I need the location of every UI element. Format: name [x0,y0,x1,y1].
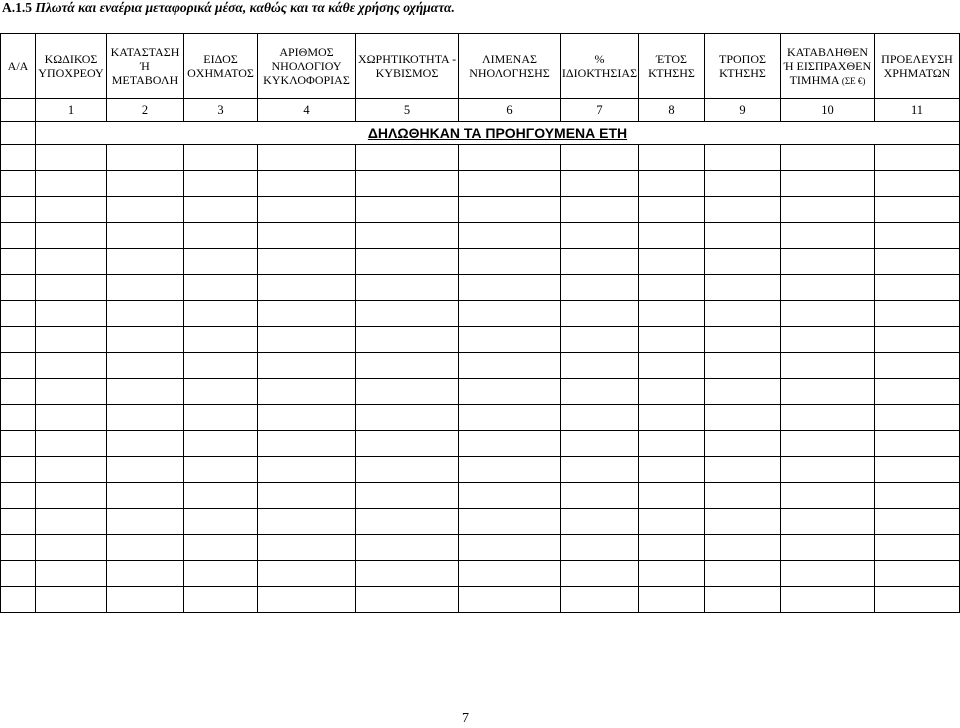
table-cell[interactable] [36,353,107,379]
table-cell[interactable] [36,197,107,223]
table-cell[interactable] [561,223,639,249]
section-title: Πλωτά και εναέρια μεταφορικά μέσα, καθώς και τα κάθε χρήσης οχήματα. [35,0,455,15]
column-number: 8 [639,99,705,122]
table-cell[interactable] [258,379,356,405]
header-cell: ΤΡΟΠΟΣ ΚΤΗΣΗΣ [705,34,781,99]
table-cell[interactable] [561,353,639,379]
table-cell[interactable] [258,483,356,509]
header-cell: Α/Α [1,34,36,99]
table-cell[interactable] [781,405,875,431]
table-cell[interactable] [36,457,107,483]
table-cell[interactable] [356,275,459,301]
table-cell[interactable] [639,379,705,405]
table-cell[interactable] [258,353,356,379]
table-cell[interactable] [1,171,36,197]
table-cell[interactable] [561,275,639,301]
table-cell[interactable] [781,223,875,249]
table-cell[interactable] [36,535,107,561]
table-cell[interactable] [184,483,258,509]
table-cell[interactable] [639,301,705,327]
table-cell[interactable] [639,535,705,561]
header-cell: ΠΡΟΕΛΕΥΣΗ ΧΡΗΜΑΤΩΝ [875,34,960,99]
table-cell[interactable] [1,587,36,613]
table-cell[interactable] [781,587,875,613]
table-cell[interactable] [1,561,36,587]
table-cell[interactable] [781,301,875,327]
table-cell[interactable] [561,301,639,327]
table-cell[interactable] [356,535,459,561]
table-cell[interactable] [1,483,36,509]
table-cell[interactable] [107,145,184,171]
table-cell[interactable] [36,587,107,613]
table-row [1,535,960,561]
table-cell[interactable] [356,327,459,353]
table-cell[interactable] [639,353,705,379]
table-cell[interactable] [705,301,781,327]
table-cell[interactable] [459,353,561,379]
table-cell[interactable] [107,561,184,587]
table-cell[interactable] [184,379,258,405]
table-cell[interactable] [356,457,459,483]
table-cell[interactable] [1,431,36,457]
declared-row-index-cell [1,122,36,145]
table-cell[interactable] [639,457,705,483]
header-cell: ΑΡΙΘΜΟΣ ΝΗΟΛΟΓΙΟΥ ΚΥΚΛΟΦΟΡΙΑΣ [258,34,356,99]
table-cell[interactable] [258,145,356,171]
table-cell[interactable] [356,197,459,223]
table-cell[interactable] [184,561,258,587]
table-cell[interactable] [561,327,639,353]
table-cell[interactable] [459,535,561,561]
table-cell[interactable] [561,535,639,561]
table-cell[interactable] [459,457,561,483]
table-cell[interactable] [258,197,356,223]
table-cell[interactable] [781,431,875,457]
table-cell[interactable] [107,431,184,457]
table-cell[interactable] [107,535,184,561]
table-cell[interactable] [705,561,781,587]
table-cell[interactable] [875,301,960,327]
table-row [1,171,960,197]
table-cell[interactable] [1,379,36,405]
header-cell: % ΙΔΙΟΚΤΗΣΙΑΣ [561,34,639,99]
table-cell[interactable] [107,483,184,509]
table-cell[interactable] [875,535,960,561]
table-row [1,275,960,301]
table-cell[interactable] [459,145,561,171]
table-cell[interactable] [639,431,705,457]
table-cell[interactable] [781,145,875,171]
table-cell[interactable] [639,561,705,587]
table-cell[interactable] [36,145,107,171]
table-cell[interactable] [1,405,36,431]
table-cell[interactable] [561,587,639,613]
table-cell[interactable] [459,379,561,405]
declared-row-label: ΔΗΛΩΘΗΚΑΝ ΤΑ ΠΡΟΗΓΟΥΜΕΝΑ ΕΤΗ [367,124,628,141]
table-cell[interactable] [705,483,781,509]
table-cell[interactable] [107,223,184,249]
table-row [1,457,960,483]
table-cell[interactable] [107,457,184,483]
table-cell[interactable] [705,275,781,301]
table-cell[interactable] [184,509,258,535]
table-cell[interactable] [561,171,639,197]
table-cell[interactable] [356,483,459,509]
table-cell[interactable] [107,509,184,535]
table-cell[interactable] [639,483,705,509]
table-cell[interactable] [1,353,36,379]
table-cell[interactable] [459,223,561,249]
table-row [1,145,960,171]
table-cell[interactable] [875,561,960,587]
table-cell[interactable] [875,483,960,509]
table-cell[interactable] [781,483,875,509]
table-row [1,431,960,457]
table-cell[interactable] [356,353,459,379]
table-cell[interactable] [258,249,356,275]
table-cell[interactable] [875,431,960,457]
table-cell[interactable] [107,405,184,431]
table-row [1,509,960,535]
table-cell[interactable] [705,457,781,483]
table-cell[interactable] [875,405,960,431]
table-cell[interactable] [705,171,781,197]
table-cell[interactable] [184,405,258,431]
table-cell[interactable] [639,275,705,301]
column-number: 3 [184,99,258,122]
table-cell[interactable] [36,301,107,327]
table-cell[interactable] [459,431,561,457]
table-cell[interactable] [107,171,184,197]
table-cell[interactable] [875,457,960,483]
table-cell[interactable] [356,223,459,249]
column-number: 4 [258,99,356,122]
table-cell[interactable] [561,561,639,587]
table-cell[interactable] [184,145,258,171]
table-cell[interactable] [781,197,875,223]
table-cell[interactable] [459,275,561,301]
table-cell[interactable] [36,483,107,509]
table-cell[interactable] [258,405,356,431]
column-number: 1 [36,99,107,122]
table-cell[interactable] [258,301,356,327]
table-cell[interactable] [639,249,705,275]
table-cell[interactable] [875,587,960,613]
table-cell[interactable] [184,275,258,301]
table-cell[interactable] [705,145,781,171]
table-cell[interactable] [705,223,781,249]
table-cell[interactable] [459,561,561,587]
table-cell[interactable] [705,405,781,431]
table-cell[interactable] [1,509,36,535]
table-cell[interactable] [36,431,107,457]
page-number: 7 [462,711,469,726]
header-cell: ΛΙΜΕΝΑΣ ΝΗΟΛΟΓΗΣΗΣ [459,34,561,99]
column-number: 11 [875,99,960,122]
table-cell[interactable] [781,561,875,587]
table-row [1,405,960,431]
table-cell[interactable] [356,249,459,275]
table-cell[interactable] [107,275,184,301]
table-cell[interactable] [107,353,184,379]
table-cell[interactable] [561,509,639,535]
table-cell[interactable] [184,431,258,457]
table-cell[interactable] [36,327,107,353]
table-cell[interactable] [875,145,960,171]
column-number: 2 [107,99,184,122]
table-cell[interactable] [639,197,705,223]
table-cell[interactable] [781,275,875,301]
table-cell[interactable] [875,223,960,249]
table-cell[interactable] [781,249,875,275]
table-cell[interactable] [258,327,356,353]
column-number: 6 [459,99,561,122]
table-cell[interactable] [107,327,184,353]
table-cell[interactable] [36,223,107,249]
table-cell[interactable] [184,197,258,223]
table-cell[interactable] [258,561,356,587]
table-cell[interactable] [107,587,184,613]
header-cell: ΚΩΔΙΚΟΣ ΥΠΟΧΡΕΟΥ [36,34,107,99]
table-cell[interactable] [875,353,960,379]
table-cell[interactable] [459,405,561,431]
table-cell[interactable] [459,483,561,509]
table-cell[interactable] [459,249,561,275]
table-cell[interactable] [561,145,639,171]
table-cell[interactable] [107,197,184,223]
table-cell[interactable] [459,171,561,197]
table-cell[interactable] [258,587,356,613]
column-number-empty [1,99,36,122]
table-cell[interactable] [561,457,639,483]
table-cell[interactable] [1,145,36,171]
table-cell[interactable] [875,379,960,405]
table-cell[interactable] [258,431,356,457]
table-cell[interactable] [184,457,258,483]
table-row [1,327,960,353]
table-cell[interactable] [356,561,459,587]
table-row [1,301,960,327]
table-cell[interactable] [875,171,960,197]
table-cell[interactable] [781,535,875,561]
table-cell[interactable] [705,249,781,275]
table-cell[interactable] [639,587,705,613]
table-cell[interactable] [356,145,459,171]
table-cell[interactable] [561,483,639,509]
table-cell[interactable] [258,535,356,561]
header-cell: ΚΑΤΑΣΤΑΣΗ Ή ΜΕΤΑΒΟΛΗ [107,34,184,99]
header-cell: ΧΩΡΗΤΙΚΟΤΗΤΑ - ΚΥΒΙΣΜΟΣ [356,34,459,99]
table-cell[interactable] [705,431,781,457]
table-cell[interactable] [781,327,875,353]
table-cell[interactable] [781,457,875,483]
column-number: 5 [356,99,459,122]
table-cell[interactable] [184,327,258,353]
table-cell[interactable] [36,379,107,405]
table-cell[interactable] [356,405,459,431]
header-unit: (ΣΕ €) [841,75,866,86]
table-cell[interactable] [356,587,459,613]
table-cell[interactable] [184,171,258,197]
table-cell[interactable] [561,405,639,431]
table-cell[interactable] [1,275,36,301]
table-cell[interactable] [875,249,960,275]
column-number: 10 [781,99,875,122]
table-cell[interactable] [705,327,781,353]
table-cell[interactable] [459,327,561,353]
table-row [1,587,960,613]
table-cell[interactable] [36,275,107,301]
table-cell[interactable] [781,353,875,379]
table-cell[interactable] [875,197,960,223]
table-cell[interactable] [1,197,36,223]
table-cell[interactable] [107,249,184,275]
column-number-row [1,99,960,122]
table-row [1,379,960,405]
table-cell[interactable] [459,301,561,327]
table-row [1,561,960,587]
table-cell[interactable] [639,327,705,353]
table-cell[interactable] [459,587,561,613]
table-row [1,483,960,509]
table-cell[interactable] [258,275,356,301]
header-cell-price [781,34,875,99]
table-cell[interactable] [1,327,36,353]
table-row [1,197,960,223]
table-cell[interactable] [639,509,705,535]
table-cell[interactable] [1,223,36,249]
table-cell[interactable] [561,431,639,457]
table-cell[interactable] [356,379,459,405]
table-cell[interactable] [356,301,459,327]
section-number: A.1.5 [2,0,32,15]
table-cell[interactable] [705,379,781,405]
table-cell[interactable] [639,145,705,171]
table-cell[interactable] [705,587,781,613]
table-cell[interactable] [705,509,781,535]
table-cell[interactable] [356,431,459,457]
table-cell[interactable] [184,535,258,561]
column-number: 7 [561,99,639,122]
table-cell[interactable] [561,249,639,275]
table-cell[interactable] [107,301,184,327]
table-cell[interactable] [36,171,107,197]
table-cell[interactable] [639,223,705,249]
table-cell[interactable] [781,509,875,535]
table-cell[interactable] [561,379,639,405]
declared-previous-years-row [1,122,960,145]
table-cell[interactable] [36,405,107,431]
table-cell[interactable] [1,301,36,327]
header-cell-price-label: ΚΑΤΑΒΛΗΘΕΝ Ή ΕΙΣΠΡΑΧΘΕΝ ΤΙΜΗΜΑ [783,44,872,87]
table-cell[interactable] [1,457,36,483]
table-cell[interactable] [258,457,356,483]
table-cell[interactable] [258,223,356,249]
table-cell[interactable] [36,561,107,587]
table-cell[interactable] [875,509,960,535]
table-cell[interactable] [184,223,258,249]
table-cell[interactable] [184,353,258,379]
table-row [1,249,960,275]
table-cell[interactable] [107,379,184,405]
table-cell[interactable] [705,197,781,223]
header-row [1,34,960,99]
table-cell[interactable] [1,535,36,561]
table-cell[interactable] [639,405,705,431]
section-heading [2,0,455,16]
table-cell[interactable] [1,249,36,275]
table-cell[interactable] [875,327,960,353]
table-cell[interactable] [184,249,258,275]
column-number: 9 [705,99,781,122]
table-cell[interactable] [639,171,705,197]
table-row [1,353,960,379]
table-row [1,223,960,249]
header-cell: ΈΤΟΣ ΚΤΗΣΗΣ [639,34,705,99]
table-cell[interactable] [36,509,107,535]
table-cell[interactable] [258,171,356,197]
table-cell[interactable] [705,353,781,379]
table-cell[interactable] [561,197,639,223]
table-cell[interactable] [705,535,781,561]
table-cell[interactable] [184,301,258,327]
table-cell[interactable] [459,197,561,223]
table-cell[interactable] [356,171,459,197]
table-cell[interactable] [875,275,960,301]
declared-row-label-cell [36,122,960,145]
table-cell[interactable] [184,587,258,613]
table-cell[interactable] [459,509,561,535]
table-cell[interactable] [36,249,107,275]
table-cell[interactable] [781,379,875,405]
table-cell[interactable] [781,171,875,197]
table-cell[interactable] [258,509,356,535]
header-cell: ΕΙΔΟΣ ΟΧΗΜΑΤΟΣ [184,34,258,99]
vehicles-table [0,33,960,613]
table-cell[interactable] [356,509,459,535]
